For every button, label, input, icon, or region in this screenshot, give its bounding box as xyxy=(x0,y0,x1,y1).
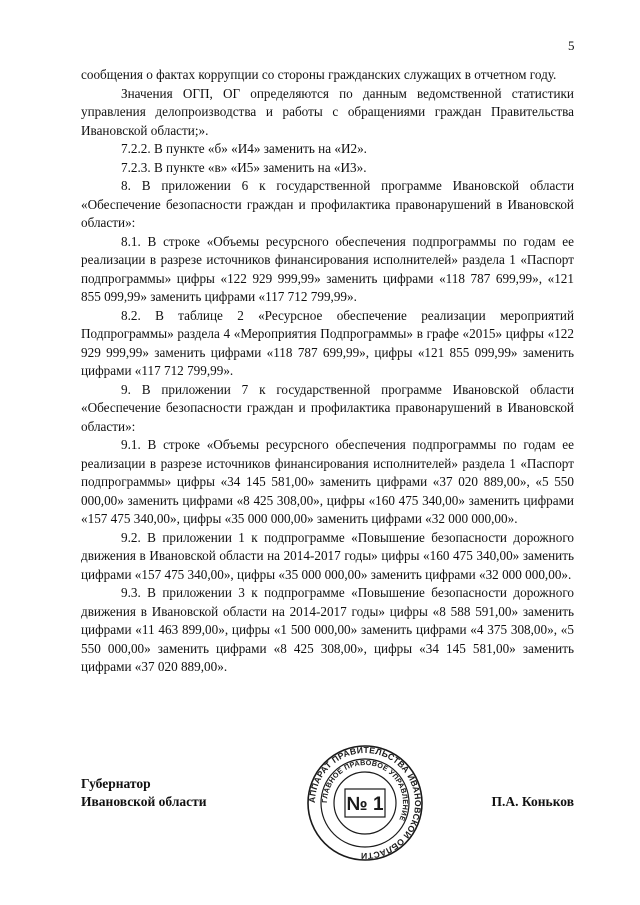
signatory-title-line1: Губернатор xyxy=(81,776,151,791)
document-body xyxy=(81,66,574,677)
paragraph-7: 9. В приложении 7 к государственной программе Ивановской области «Обеспечение безопасности граждан и профилактика правонарушений в Ивановской области»: xyxy=(81,381,574,434)
paragraph-6: 8.2. В таблице 2 «Ресурсное обеспечение реализации мероприятий Подпрограммы» раздела 4 «Мероприятия Подпрограммы» в графе «2015» цифры «122 929 999,99» заменить цифрами «118 787 699,99», цифры «121 855 099,99» заменить цифрами «117 712 799,99». xyxy=(81,307,574,378)
paragraph-4: 8. В приложении 6 к государственной программе Ивановской области «Обеспечение безопасности граждан и профилактика правонарушений в Ивановской области»: xyxy=(81,178,574,230)
paragraph-10: 9.3. В приложении 3 к подпрограмме «Повышение безопасности дорожного движения в Ивановской области на 2014-2017 годы» цифры «8 588 591,00» заменить цифрами «11 463 899,00», цифры «1 500 000,00» заменить цифрами «4 375 308,00», «5 550 000,00» заменить цифрами «8 425 308,00», цифры «34 145 581,00» заменить цифрами «37 020 889,00». xyxy=(81,585,574,674)
paragraph-5: 8.1. В строке «Объемы ресурсного обеспечения подпрограммы по годам ее реализации в разрезе источников финансирования исполнителей» раздела 1 «Паспорт подпрограммы» цифры «122 929 999,99» заменить цифрами «118 787 699,99», «121 855 099,99» заменить цифрами «117 712 799,99». xyxy=(81,233,574,304)
paragraph-1: Значения ОГП, ОГ определяются по данным ведомственной статистики управления делопроизводства и работы с обращениями граждан Правительства Ивановской области;». xyxy=(81,85,574,138)
paragraph-3: 7.2.3. В пункте «в» «И5» заменить на «И3». xyxy=(121,159,367,175)
seal-number: № 1 xyxy=(346,794,384,815)
paragraph-2: 7.2.2. В пункте «б» «И4» заменить на «И2». xyxy=(121,141,367,156)
signature-block xyxy=(81,744,574,875)
signatory-title-line2: Ивановской области xyxy=(81,794,207,809)
signatory-title xyxy=(81,775,207,811)
page-number: 5 xyxy=(568,38,575,53)
seal-inner-text: ГЛАВНОЕ ПРАВОВОЕ УПРАВЛЕНИЕ xyxy=(319,757,411,823)
official-seal-stamp xyxy=(305,743,425,863)
paragraph-8: 9.1. В строке «Объемы ресурсного обеспечения подпрограммы по годам ее реализации в разрезе источников финансирования исполнителей» раздела 1 «Паспорт подпрограммы» цифры «34 145 581,00» заменить цифрами «37 020 889,00», «5 550 000,00» заменить цифрами «8 425 308,00», цифры «160 475 340,00» заменить цифрами «157 475 340,00», цифры «35 000 000,00» заменить цифрами «32 000 000,00». xyxy=(81,437,574,526)
paragraph-9: 9.2. В приложении 1 к подпрограмме «Повышение безопасности дорожного движения в Ивановской области на 2014-2017 годы» цифры «160 475 340,00» заменить цифрами «157 475 340,00», цифры «35 000 000,00» заменить цифрами «32 000 000,00». xyxy=(81,529,574,582)
paragraph-0: сообщения о фактах коррупции со стороны гражданских служащих в отчетном году. xyxy=(81,67,557,82)
seal-outer-text: АППАРАТ ПРАВИТЕЛЬСТВА ИВАНОВСКОЙ ОБЛАСТИ xyxy=(306,744,424,862)
signatory-name: П.А. Коньков xyxy=(491,794,574,809)
